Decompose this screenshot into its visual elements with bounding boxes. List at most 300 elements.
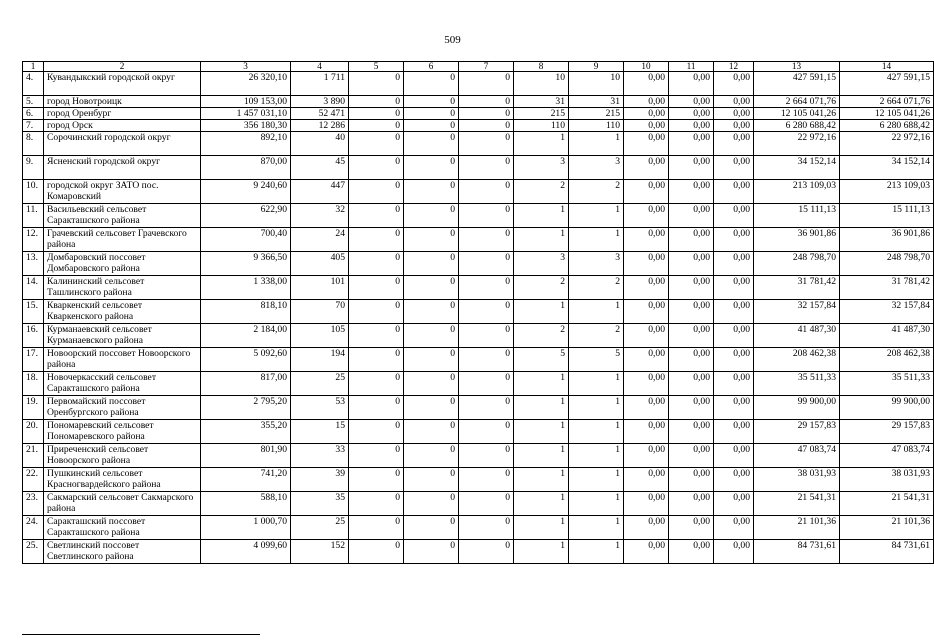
value-cell: 1 <box>569 396 624 420</box>
value-cell: 208 462,38 <box>754 348 840 372</box>
value-cell: 2 795,20 <box>201 396 291 420</box>
value-cell: 248 798,70 <box>754 252 840 276</box>
value-cell: 0 <box>404 516 459 540</box>
value-cell: 405 <box>291 252 349 276</box>
value-cell: 0 <box>459 108 514 120</box>
header-cell: 7 <box>459 62 514 72</box>
table-row <box>23 252 934 276</box>
municipality-name: Светлинский поссовет Светлинского района <box>44 540 201 564</box>
value-cell: 0,00 <box>624 300 669 324</box>
value-cell: 33 <box>291 444 349 468</box>
value-cell: 1 <box>569 540 624 564</box>
value-cell: 1 <box>569 468 624 492</box>
value-cell: 21 541,31 <box>840 492 934 516</box>
value-cell: 0 <box>349 72 404 96</box>
value-cell: 0,00 <box>624 540 669 564</box>
row-number: 17. <box>23 348 44 372</box>
value-cell: 0 <box>349 276 404 300</box>
value-cell: 15 111,13 <box>840 204 934 228</box>
value-cell: 0 <box>404 72 459 96</box>
value-cell: 34 152,14 <box>754 156 840 180</box>
table-row <box>23 132 934 156</box>
municipality-name: Ясненский городской округ <box>44 156 201 180</box>
value-cell: 0,00 <box>624 324 669 348</box>
value-cell: 1 000,70 <box>201 516 291 540</box>
value-cell: 2 <box>514 276 569 300</box>
row-number: 13. <box>23 252 44 276</box>
municipality-name: Кваркенский сельсовет Кваркенского района <box>44 300 201 324</box>
value-cell: 0 <box>349 468 404 492</box>
value-cell: 0,00 <box>714 204 754 228</box>
table-row <box>23 444 934 468</box>
value-cell: 29 157,83 <box>754 420 840 444</box>
value-cell: 588,10 <box>201 492 291 516</box>
row-number: 6. <box>23 108 44 120</box>
municipality-name: городской округ ЗАТО пос. Комаровский <box>44 180 201 204</box>
value-cell: 0,00 <box>624 252 669 276</box>
municipality-name: Домбаровский поссовет Домбаровского района <box>44 252 201 276</box>
value-cell: 0 <box>459 156 514 180</box>
value-cell: 817,00 <box>201 372 291 396</box>
value-cell: 0,00 <box>669 420 714 444</box>
value-cell: 0 <box>459 228 514 252</box>
municipality-name: Пономаревский сельсовет Пономаревского района <box>44 420 201 444</box>
value-cell: 0,00 <box>624 276 669 300</box>
value-cell: 818,10 <box>201 300 291 324</box>
value-cell: 0,00 <box>714 108 754 120</box>
value-cell: 0,00 <box>624 420 669 444</box>
value-cell: 110 <box>569 120 624 132</box>
header-row <box>23 62 934 72</box>
table-row <box>23 204 934 228</box>
value-cell: 1 <box>514 372 569 396</box>
row-number: 21. <box>23 444 44 468</box>
value-cell: 0 <box>459 372 514 396</box>
value-cell: 35 511,33 <box>754 372 840 396</box>
table-row <box>23 396 934 420</box>
value-cell: 2 664 071,76 <box>754 96 840 108</box>
row-number: 19. <box>23 396 44 420</box>
row-number: 8. <box>23 132 44 156</box>
value-cell: 3 <box>514 156 569 180</box>
value-cell: 0 <box>349 444 404 468</box>
value-cell: 248 798,70 <box>840 252 934 276</box>
value-cell: 99 900,00 <box>840 396 934 420</box>
value-cell: 2 664 071,76 <box>840 96 934 108</box>
value-cell: 1 <box>569 228 624 252</box>
value-cell: 101 <box>291 276 349 300</box>
value-cell: 84 731,61 <box>840 540 934 564</box>
value-cell: 32 <box>291 204 349 228</box>
value-cell: 0 <box>459 252 514 276</box>
value-cell: 0,00 <box>669 180 714 204</box>
value-cell: 1 <box>514 516 569 540</box>
value-cell: 0,00 <box>714 492 754 516</box>
value-cell: 1 <box>569 204 624 228</box>
table-row <box>23 96 934 108</box>
value-cell: 0,00 <box>714 420 754 444</box>
row-number: 9. <box>23 156 44 180</box>
municipality-name: Васильевский сельсовет Саракташского района <box>44 204 201 228</box>
value-cell: 21 101,36 <box>754 516 840 540</box>
header-cell: 5 <box>349 62 404 72</box>
value-cell: 0 <box>459 516 514 540</box>
row-number: 10. <box>23 180 44 204</box>
municipality-name: Новочеркасский сельсовет Саракташского района <box>44 372 201 396</box>
value-cell: 0,00 <box>669 372 714 396</box>
header-cell: 14 <box>840 62 934 72</box>
value-cell: 0 <box>404 252 459 276</box>
value-cell: 1 <box>569 300 624 324</box>
value-cell: 215 <box>514 108 569 120</box>
value-cell: 0,00 <box>714 516 754 540</box>
value-cell: 0 <box>404 156 459 180</box>
table-row <box>23 348 934 372</box>
value-cell: 1 <box>514 420 569 444</box>
value-cell: 0 <box>349 120 404 132</box>
municipality-name: Сорочинский городской округ <box>44 132 201 156</box>
value-cell: 0 <box>459 72 514 96</box>
value-cell: 0,00 <box>669 72 714 96</box>
table-row <box>23 372 934 396</box>
value-cell: 32 157,84 <box>754 300 840 324</box>
value-cell: 1 <box>514 204 569 228</box>
row-number: 4. <box>23 72 44 96</box>
value-cell: 1 <box>569 492 624 516</box>
value-cell: 22 972,16 <box>754 132 840 156</box>
value-cell: 0,00 <box>624 132 669 156</box>
value-cell: 2 184,00 <box>201 324 291 348</box>
value-cell: 31 <box>569 96 624 108</box>
table-row <box>23 516 934 540</box>
value-cell: 0,00 <box>669 444 714 468</box>
municipality-name: Первомайский поссовет Оренбургского района <box>44 396 201 420</box>
value-cell: 0 <box>349 228 404 252</box>
value-cell: 0,00 <box>714 120 754 132</box>
value-cell: 356 180,30 <box>201 120 291 132</box>
value-cell: 215 <box>569 108 624 120</box>
value-cell: 0,00 <box>714 540 754 564</box>
value-cell: 10 <box>514 72 569 96</box>
value-cell: 0 <box>459 444 514 468</box>
value-cell: 0 <box>404 120 459 132</box>
header-cell: 9 <box>569 62 624 72</box>
value-cell: 0,00 <box>624 372 669 396</box>
value-cell: 0,00 <box>669 96 714 108</box>
table-row <box>23 420 934 444</box>
value-cell: 0 <box>459 348 514 372</box>
value-cell: 45 <box>291 156 349 180</box>
value-cell: 152 <box>291 540 349 564</box>
table-row <box>23 228 934 252</box>
value-cell: 0 <box>349 252 404 276</box>
row-number: 16. <box>23 324 44 348</box>
value-cell: 0,00 <box>624 516 669 540</box>
value-cell: 0,00 <box>624 468 669 492</box>
table-row <box>23 324 934 348</box>
value-cell: 0 <box>404 276 459 300</box>
value-cell: 38 031,93 <box>754 468 840 492</box>
table-row <box>23 180 934 204</box>
value-cell: 801,90 <box>201 444 291 468</box>
table-row <box>23 120 934 132</box>
value-cell: 0 <box>404 96 459 108</box>
value-cell: 0,00 <box>669 516 714 540</box>
value-cell: 0,00 <box>624 348 669 372</box>
value-cell: 31 781,42 <box>840 276 934 300</box>
value-cell: 40 <box>291 132 349 156</box>
municipality-name: город Новотроицк <box>44 96 201 108</box>
value-cell: 0 <box>404 132 459 156</box>
value-cell: 3 <box>569 252 624 276</box>
value-cell: 26 320,10 <box>201 72 291 96</box>
value-cell: 0,00 <box>714 132 754 156</box>
value-cell: 0,00 <box>669 120 714 132</box>
value-cell: 0,00 <box>669 300 714 324</box>
value-cell: 3 890 <box>291 96 349 108</box>
value-cell: 0,00 <box>714 72 754 96</box>
row-number: 12. <box>23 228 44 252</box>
value-cell: 24 <box>291 228 349 252</box>
value-cell: 0 <box>404 540 459 564</box>
value-cell: 21 101,36 <box>840 516 934 540</box>
page-number: 509 <box>444 34 461 46</box>
value-cell: 0 <box>459 276 514 300</box>
header-cell: 12 <box>714 62 754 72</box>
value-cell: 52 471 <box>291 108 349 120</box>
value-cell: 1 711 <box>291 72 349 96</box>
municipality-name: Пушкинский сельсовет Красногвардейского района <box>44 468 201 492</box>
value-cell: 31 <box>514 96 569 108</box>
value-cell: 1 <box>514 396 569 420</box>
value-cell: 0 <box>404 324 459 348</box>
row-number: 11. <box>23 204 44 228</box>
value-cell: 12 286 <box>291 120 349 132</box>
value-cell: 105 <box>291 324 349 348</box>
value-cell: 0 <box>349 204 404 228</box>
value-cell: 0 <box>459 204 514 228</box>
header-cell: 1 <box>23 62 44 72</box>
municipality-name: Калининский сельсовет Ташлинского района <box>44 276 201 300</box>
value-cell: 0 <box>404 420 459 444</box>
value-cell: 2 <box>569 324 624 348</box>
row-number: 22. <box>23 468 44 492</box>
municipality-name: Сакмарский сельсовет Сакмарского района <box>44 492 201 516</box>
value-cell: 0,00 <box>669 132 714 156</box>
value-cell: 12 105 041,26 <box>840 108 934 120</box>
value-cell: 0,00 <box>669 396 714 420</box>
value-cell: 0 <box>404 468 459 492</box>
value-cell: 1 <box>514 492 569 516</box>
value-cell: 0,00 <box>669 324 714 348</box>
value-cell: 0 <box>349 396 404 420</box>
municipality-name: город Орск <box>44 120 201 132</box>
row-number: 7. <box>23 120 44 132</box>
value-cell: 25 <box>291 516 349 540</box>
header-cell: 3 <box>201 62 291 72</box>
value-cell: 0 <box>459 132 514 156</box>
value-cell: 0,00 <box>669 348 714 372</box>
value-cell: 0 <box>349 420 404 444</box>
value-cell: 0,00 <box>714 372 754 396</box>
value-cell: 0 <box>459 492 514 516</box>
value-cell: 0 <box>349 516 404 540</box>
value-cell: 0 <box>404 108 459 120</box>
value-cell: 15 <box>291 420 349 444</box>
value-cell: 25 <box>291 372 349 396</box>
municipality-name: Кувандыкский городской округ <box>44 72 201 96</box>
value-cell: 21 541,31 <box>754 492 840 516</box>
value-cell: 1 <box>569 420 624 444</box>
value-cell: 0 <box>349 324 404 348</box>
value-cell: 31 781,42 <box>754 276 840 300</box>
value-cell: 99 900,00 <box>754 396 840 420</box>
value-cell: 0 <box>404 228 459 252</box>
value-cell: 2 <box>569 180 624 204</box>
value-cell: 84 731,61 <box>754 540 840 564</box>
value-cell: 0 <box>459 96 514 108</box>
table-row <box>23 72 934 96</box>
value-cell: 0 <box>349 372 404 396</box>
footnote-divider <box>22 634 260 635</box>
value-cell: 0,00 <box>624 204 669 228</box>
value-cell: 0 <box>349 180 404 204</box>
value-cell: 0,00 <box>714 156 754 180</box>
table-row <box>23 156 934 180</box>
row-number: 18. <box>23 372 44 396</box>
municipality-name: Саракташский поссовет Саракташского района <box>44 516 201 540</box>
value-cell: 0,00 <box>714 348 754 372</box>
value-cell: 427 591,15 <box>754 72 840 96</box>
value-cell: 0 <box>349 492 404 516</box>
municipality-name: Грачевский сельсовет Грачевского района <box>44 228 201 252</box>
value-cell: 0,00 <box>624 396 669 420</box>
value-cell: 1 <box>569 444 624 468</box>
value-cell: 0 <box>404 372 459 396</box>
row-number: 24. <box>23 516 44 540</box>
value-cell: 15 111,13 <box>754 204 840 228</box>
value-cell: 0,00 <box>669 468 714 492</box>
table-row <box>23 108 934 120</box>
value-cell: 0 <box>349 300 404 324</box>
value-cell: 35 <box>291 492 349 516</box>
header-cell: 8 <box>514 62 569 72</box>
value-cell: 0 <box>404 492 459 516</box>
value-cell: 0 <box>349 348 404 372</box>
value-cell: 34 152,14 <box>840 156 934 180</box>
value-cell: 6 280 688,42 <box>754 120 840 132</box>
value-cell: 2 <box>514 324 569 348</box>
value-cell: 3 <box>514 252 569 276</box>
row-number: 25. <box>23 540 44 564</box>
value-cell: 9 240,60 <box>201 180 291 204</box>
value-cell: 0 <box>404 300 459 324</box>
value-cell: 36 901,86 <box>754 228 840 252</box>
value-cell: 0,00 <box>669 108 714 120</box>
value-cell: 0 <box>349 132 404 156</box>
value-cell: 0,00 <box>714 396 754 420</box>
value-cell: 1 <box>514 300 569 324</box>
value-cell: 0 <box>459 324 514 348</box>
municipality-name: Новоорский поссовет Новоорского района <box>44 348 201 372</box>
value-cell: 5 <box>569 348 624 372</box>
value-cell: 208 462,38 <box>840 348 934 372</box>
value-cell: 0,00 <box>714 300 754 324</box>
header-cell: 6 <box>404 62 459 72</box>
header-cell: 10 <box>624 62 669 72</box>
value-cell: 47 083,74 <box>754 444 840 468</box>
value-cell: 213 109,03 <box>840 180 934 204</box>
value-cell: 0,00 <box>624 156 669 180</box>
value-cell: 109 153,00 <box>201 96 291 108</box>
value-cell: 0 <box>459 120 514 132</box>
value-cell: 0,00 <box>714 252 754 276</box>
value-cell: 0,00 <box>669 156 714 180</box>
value-cell: 1 <box>514 228 569 252</box>
header-cell: 4 <box>291 62 349 72</box>
value-cell: 10 <box>569 72 624 96</box>
row-number: 5. <box>23 96 44 108</box>
value-cell: 39 <box>291 468 349 492</box>
value-cell: 1 <box>569 132 624 156</box>
table-row <box>23 492 934 516</box>
value-cell: 41 487,30 <box>840 324 934 348</box>
value-cell: 355,20 <box>201 420 291 444</box>
value-cell: 32 157,84 <box>840 300 934 324</box>
value-cell: 447 <box>291 180 349 204</box>
value-cell: 0,00 <box>669 540 714 564</box>
header-cell: 13 <box>754 62 840 72</box>
value-cell: 213 109,03 <box>754 180 840 204</box>
value-cell: 53 <box>291 396 349 420</box>
value-cell: 0,00 <box>669 204 714 228</box>
value-cell: 427 591,15 <box>840 72 934 96</box>
value-cell: 1 <box>514 444 569 468</box>
municipality-name: город Оренбург <box>44 108 201 120</box>
value-cell: 0,00 <box>714 180 754 204</box>
value-cell: 1 338,00 <box>201 276 291 300</box>
row-number: 23. <box>23 492 44 516</box>
value-cell: 0,00 <box>624 96 669 108</box>
value-cell: 622,90 <box>201 204 291 228</box>
value-cell: 0,00 <box>624 444 669 468</box>
row-number: 14. <box>23 276 44 300</box>
row-number: 20. <box>23 420 44 444</box>
municipality-name: Курманаевский сельсовет Курманаевского района <box>44 324 201 348</box>
value-cell: 2 <box>569 276 624 300</box>
value-cell: 1 <box>514 540 569 564</box>
value-cell: 0 <box>459 396 514 420</box>
value-cell: 0,00 <box>624 180 669 204</box>
value-cell: 0,00 <box>624 72 669 96</box>
value-cell: 870,00 <box>201 156 291 180</box>
value-cell: 5 <box>514 348 569 372</box>
value-cell: 0,00 <box>624 108 669 120</box>
value-cell: 0,00 <box>714 324 754 348</box>
value-cell: 6 280 688,42 <box>840 120 934 132</box>
value-cell: 0,00 <box>624 492 669 516</box>
value-cell: 0 <box>459 540 514 564</box>
row-number: 15. <box>23 300 44 324</box>
value-cell: 9 366,50 <box>201 252 291 276</box>
header-cell: 11 <box>669 62 714 72</box>
value-cell: 12 105 041,26 <box>754 108 840 120</box>
header-cell: 2 <box>44 62 201 72</box>
value-cell: 0 <box>349 96 404 108</box>
value-cell: 0,00 <box>624 228 669 252</box>
table-row <box>23 300 934 324</box>
value-cell: 110 <box>514 120 569 132</box>
